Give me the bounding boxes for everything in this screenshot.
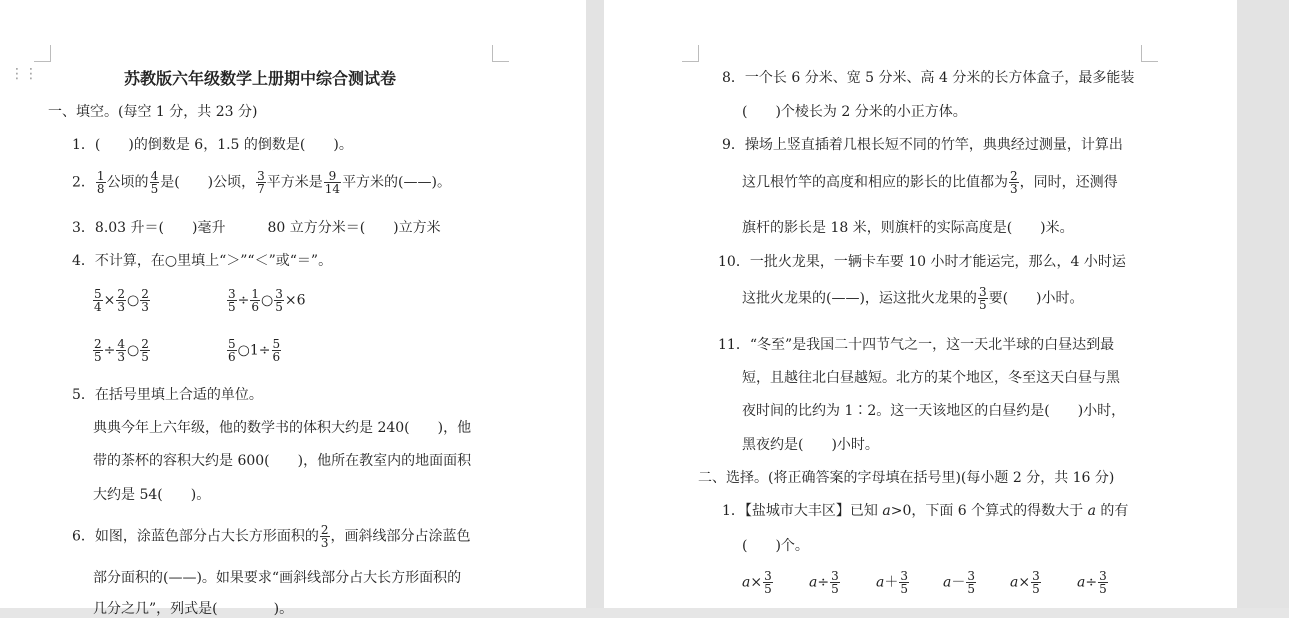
question-8: 8．一个长 6 分米、宽 5 分米、高 4 分米的长方体盒子，最多能装 — [722, 70, 1135, 86]
question-9-line-2: 这几根竹竿的高度和相应的影长的比值都为 $\frac{2}{3}$ ，同时，还测得 — [742, 169, 1118, 196]
question-5-line-3: 大约是 54( )。 — [93, 487, 211, 503]
page-gutter-middle — [586, 0, 604, 608]
section-heading-fill-in: 一、填空。(每空 1 分，共 23 分) — [48, 104, 258, 120]
question-5: 5．在括号里填上合适的单位。 — [72, 387, 263, 403]
question-10-line-2: 这批火龙果的(——)，运这批火龙果的 $\frac{3}{5}$ 要( )小时。 — [742, 285, 1084, 312]
choice-expression: a× $\frac{3}{5}$ — [1010, 569, 1040, 596]
question-5-line-1: 典典今年上六年级，他的数学书的体积大约是 240( )，他 — [93, 420, 472, 436]
question-6-line-2: 部分面积的(——)。如果要求“画斜线部分占大长方形面积的 — [93, 570, 462, 586]
compare-circle[interactable]: ○ — [127, 342, 140, 359]
fraction: $\frac{3}{7}$ — [257, 169, 265, 196]
choice-expression: a÷ $\frac{3}{5}$ — [1077, 569, 1107, 596]
fraction: $\frac{4}{5}$ — [150, 169, 159, 196]
question-6-line-3: 几分之几”，列式是( )。 — [93, 601, 294, 617]
choice-expression: a÷ $\frac{3}{5}$ — [809, 569, 839, 596]
question-11-line-3: 夜时间的比约为 1∶2。这一天该地区的白昼约是( )小时， — [742, 403, 1126, 419]
question-11: 11．“冬至”是我国二十四节气之一，这一天北半球的白昼达到最 — [718, 337, 1115, 353]
question-1: 1．( )的倒数是 6，1.5 的倒数是( )。 — [72, 137, 353, 153]
choice-question-1: 1．【盐城市大丰区】已知 a>0，下面 6 个算式的得数大于 a 的有 — [722, 503, 1129, 519]
compare-expression-1: $\frac{5}{4}$ × $\frac{2}{3}$ ○ $\frac{2}{3}$ — [94, 287, 149, 314]
choice-expression: a－ $\frac{3}{5}$ — [943, 569, 975, 596]
fraction: $\frac{3}{5}$ — [978, 285, 987, 312]
margin-corner-mark — [1141, 45, 1158, 62]
section-heading-choice: 二、选择。(将正确答案的字母填在括号里)(每小题 2 分，共 16 分) — [698, 470, 1115, 486]
drag-handle-icon[interactable]: ⋮⋮ — [10, 66, 38, 82]
question-10: 10．一批火龙果，一辆卡车要 10 小时才能运完，那么，4 小时运 — [718, 254, 1126, 270]
document-page-right — [604, 0, 1237, 608]
question-3: 3．8.03 升＝( )毫升 80 立方分米＝( )立方米 — [72, 220, 441, 236]
compare-expression-3: $\frac{2}{5}$ ÷ $\frac{4}{3}$ ○ $\frac{2}{5}$ — [94, 337, 149, 364]
question-11-line-4: 黑夜约是( )小时。 — [742, 437, 879, 453]
question-8-line-2: ( )个棱长为 2 分米的小正方体。 — [742, 104, 967, 120]
choice-expression: a× $\frac{3}{5}$ — [742, 569, 772, 596]
compare-circle[interactable]: ○ — [237, 342, 250, 359]
page-gutter-right — [1237, 0, 1289, 608]
question-9-line-3: 旗杆的影长是 18 米，则旗杆的实际高度是( )米。 — [742, 220, 1074, 236]
question-2: 2． $\frac{1}{8}$ 公顷的 $\frac{4}{5}$ 是( )公顷， $\frac{3}{7}$ 平方米是 $\frac{9}{14}$ 平方米的(——)。 — [72, 169, 451, 196]
question-number: 2． — [72, 174, 95, 191]
margin-corner-mark — [682, 45, 699, 62]
page-title: 苏教版六年级数学上册期中综合测试卷 — [124, 69, 397, 88]
fraction: $\frac{2}{3}$ — [1010, 169, 1018, 196]
margin-corner-mark — [34, 45, 51, 62]
document-page-left — [0, 0, 586, 617]
compare-expression-2: $\frac{3}{5}$ ÷ $\frac{1}{6}$ ○ $\frac{3}{5}$ ×6 — [228, 287, 306, 314]
question-9: 9．操场上竖直插着几根长短不同的竹竿，典典经过测量，计算出 — [722, 137, 1123, 153]
question-4: 4．不计算，在○里填上“＞”“＜”或“＝”。 — [72, 253, 333, 269]
question-11-line-2: 短，且越往北白昼越短。北方的某个地区，冬至这天白昼与黑 — [742, 370, 1120, 386]
question-6: 6．如图，涂蓝色部分占大长方形面积的 $\frac{2}{3}$ ，画斜线部分占涂蓝色 — [72, 523, 471, 550]
fraction: $\frac{2}{3}$ — [320, 523, 329, 550]
question-5-line-2: 带的茶杯的容积大约是 600( )，他所在教室内的地面面积 — [93, 453, 472, 469]
compare-circle[interactable]: ○ — [261, 292, 274, 309]
choice-question-1-line-2: ( )个。 — [742, 538, 809, 554]
fraction: $\frac{1}{8}$ — [96, 169, 105, 196]
compare-circle[interactable]: ○ — [127, 292, 140, 309]
compare-expression-4: $\frac{5}{6}$ ○1÷ $\frac{5}{6}$ — [228, 337, 281, 364]
margin-corner-mark — [492, 45, 509, 62]
fraction: $\frac{9}{14}$ — [324, 169, 341, 196]
choice-expression: a＋ $\frac{3}{5}$ — [876, 569, 908, 596]
